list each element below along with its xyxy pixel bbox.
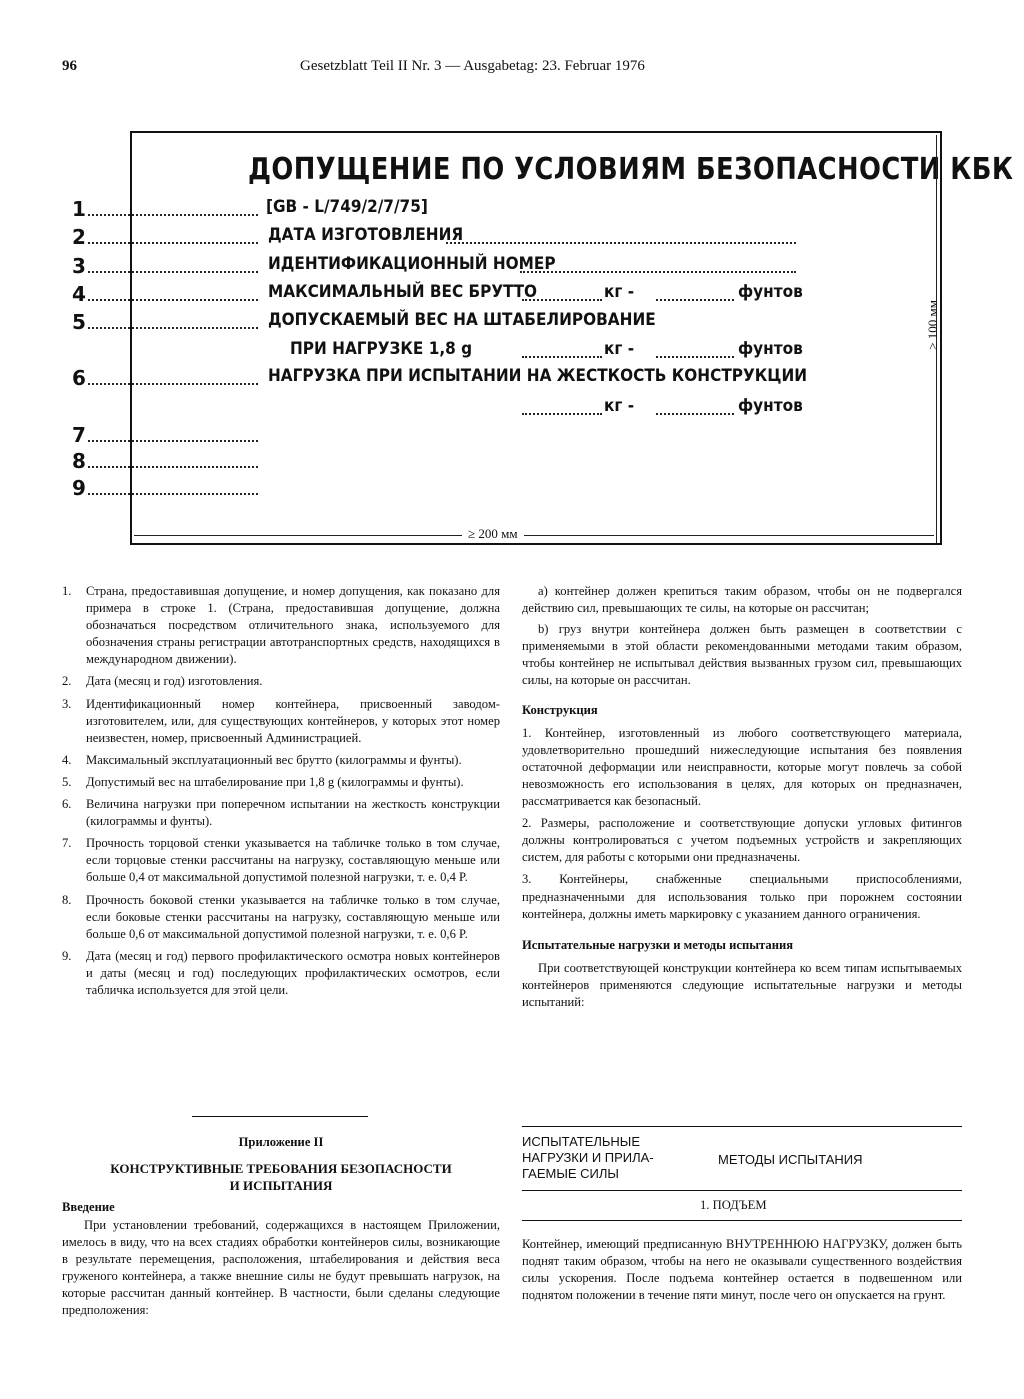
plate-row-number: 1 [72,197,86,221]
assumption-a: а) контейнер должен крепиться таким образом, чтобы он не подвергался действию сил, превышающих те силы, на которые он рассчитан; [522,584,962,616]
lifting-paragraph: Контейнер, имеющий предписанную ВНУТРЕННЮЮ НАГРУЗКУ, должен быть поднят таким образом, чтобы на него не оказывали существенного воздействия силы ускорения. После подъема контейнер остается в подвешенном или поднятом положении в течение пяти минут, после чего он опускается на грунт. [522,1237,962,1303]
table-col-methods: МЕТОДЫ ИСПЫТАНИЯ [718,1152,863,1167]
unit-lb: фунтов [738,282,803,302]
unit-kg: кг - [604,339,635,359]
plate-row-number: 5 [72,310,86,334]
running-head: Gesetzblatt Teil II Nr. 3 — Ausgabetag: 23. Februar 1976 [300,58,645,74]
plate-row-number: 8 [72,449,86,473]
dimension-label-horizontal: ≥ 200 мм [462,526,524,542]
section-lifting-title: 1. ПОДЪЕМ [700,1198,767,1212]
fill-in-line [446,242,796,244]
plate-max-gross-weight: МАКСИМАЛЬНЫЙ ВЕС БРУТТО [268,282,538,302]
plate-approval-ref: [GB - L/749/2/7/75] [266,197,428,217]
left-column [62,583,500,1004]
plate-title: ДОПУЩЕНИЕ ПО УСЛОВИЯМ БЕЗОПАСНОСТИ КБК [248,152,1014,187]
right-column [522,583,962,1011]
unit-lb: фунтов [738,396,803,416]
leader-dots [88,242,258,244]
leader-dots [88,466,258,468]
fill-in-line [656,413,734,415]
leader-dots [88,493,258,495]
plate-id-number: ИДЕНТИФИКАЦИОННЫЙ НОМЕР [268,254,556,274]
leader-dots [88,383,258,385]
list-item: 8. Прочность боковой стенки указывается на табличке только в том случае, если боковые стенки рассчитаны на нагрузку, составляющую меньше или больше 0,6 от максимальной допустимой полезной нагрузки, т. е. 0,6 P. [62,892,500,941]
plate-row-number: 9 [72,476,86,500]
plate-stacking-load: ПРИ НАГРУЗКЕ 1,8 g [290,339,473,359]
unit-kg: кг - [604,396,635,416]
table-col-loads: ИСПЫТАТЕЛЬНЫЕ НАГРУЗКИ И ПРИЛА- ГАЕМЫЕ СИЛЫ [522,1134,654,1181]
assumption-b: b) груз внутри контейнера должен быть размещен в соответствии с применяемыми в этой области рекомендованными методами таким образом, чтобы контейнер не испытывал действия вызванных грузом сил, превышающих силы, на которые он рассчитан. [522,622,962,688]
list-item: 5. Допустимый вес на штабелирование при 1,8 g (килограммы и фунты). [62,774,464,789]
leader-dots [88,440,258,442]
list-item: 6. Величина нагрузки при поперечном испытании на жесткость конструкции (килограммы и фунты). [62,797,500,829]
leader-dots [88,299,258,301]
intro-paragraph: При установлении требований, содержащихся в настоящем Приложении, имелось в виду, что на всех стадиях обработки контейнеров силы, возникающие в результате перемещения, расположения, штабелирования и действия веса груженого контейнера, а также внешние силы не будут превышать нагрузок, на которые рассчитан данный контейнер. В частности, были сделаны следующие предположения: [62,1218,500,1318]
fill-in-line [656,356,734,358]
table-top-rule [522,1126,962,1127]
list-item: 4. Максимальный эксплуатационный вес брутто (килограммы и фунты). [62,752,462,767]
list-item: 1. Страна, предоставившая допущение, и номер допущения, как показано для примера в строке 1. (Страна, предоставившая допущение, должна обозначаться посредством отличительного знака, используемого для обозначения страны регистрации автотранспортных средств, находящихся в международном движении). [62,584,500,667]
leader-dots [88,271,258,273]
tests-heading: Испытательные нагрузки и методы испытания [522,937,794,952]
leader-dots [88,327,258,329]
plate-manufacture-date: ДАТА ИЗГОТОВЛЕНИЯ [268,225,464,245]
dimension-line-horizontal [134,535,934,536]
construction-item: 2. Размеры, расположение и соответствующие допуски угловых фитингов должны контролироваться с учетом подъемных устройств и закрепляющих систем, для работы с которыми они предназначены. [522,816,962,865]
dimension-label-vertical: ≥ 100 мм [925,300,940,350]
list-item: 3. Идентификационный номер контейнера, присвоенный заводом-изготовителем, или, для существующих контейнеров, у которых этот номер неизвестен, номер, присвоенный Администрацией. [62,696,500,745]
tests-intro: При соответствующей конструкции контейнера ко всем типам испытываемых контейнеров применяются следующие испытательные нагрузки и методы испытаний: [522,960,962,1009]
fill-in-line [520,271,796,273]
plate-notes-list [62,583,500,999]
leader-dots [88,214,258,216]
plate-row-number: 2 [72,225,86,249]
plate-row-number: 7 [72,423,86,447]
list-item: 7. Прочность торцовой стенки указывается на табличке только в том случае, если торцовые стенки рассчитаны на нагрузку, составляющую меньше или больше 0,4 от максимальной допустимой полезной нагрузки, т. е. 0,4 P. [62,836,500,885]
construction-heading: Конструкция [522,702,598,717]
unit-kg: кг - [604,282,635,302]
construction-item: 1. Контейнер, изготовленный из любого соответствующего материала, удовлетворительно прошедший нижеследующие испытания без появления остаточной деформации или неисправности, которые могут повлечь за собой невозможность его использования в целях, для которых он предназначен, рассматривается как безопасный. [522,725,962,809]
list-item: 2. Дата (месяц и год) изготовления. [62,674,263,689]
table-header-rule [522,1190,962,1191]
construction-item: 3. Контейнеры, снабженные специальными приспособлениями, предназначенными для использования только при порожнем состоянии контейнера, должны иметь маркировку с указанием данного ограничения. [522,872,962,921]
page-number: 96 [62,58,77,74]
plate-stacking-weight: ДОПУСКАЕМЫЙ ВЕС НА ШТАБЕЛИРОВАНИЕ [268,310,656,330]
plate-racking-test-load: НАГРУЗКА ПРИ ИСПЫТАНИИ НА ЖЕСТКОСТЬ КОНСТРУКЦИИ [268,366,808,386]
fill-in-line [522,299,602,301]
plate-row-number: 4 [72,282,86,306]
table-section-rule [522,1220,962,1221]
unit-lb: фунтов [738,339,803,359]
section-divider [192,1116,368,1117]
safety-approval-plate [130,131,942,545]
annex-title: Приложение II [238,1135,324,1149]
intro-heading: Введение [62,1200,115,1214]
fill-in-line [522,413,602,415]
annex-subtitle: КОНСТРУКТИВНЫЕ ТРЕБОВАНИЯ БЕЗОПАСНОСТИ И ИСПЫТАНИЯ [110,1161,452,1194]
fill-in-line [522,356,602,358]
plate-row-number: 3 [72,254,86,278]
plate-row-number: 6 [72,366,86,390]
list-item: 9. Дата (месяц и год) первого профилактического осмотра новых контейнеров и даты (месяц и год) последующих профилактических осмотров, если табличка используется для этой цели. [62,948,500,997]
fill-in-line [656,299,734,301]
